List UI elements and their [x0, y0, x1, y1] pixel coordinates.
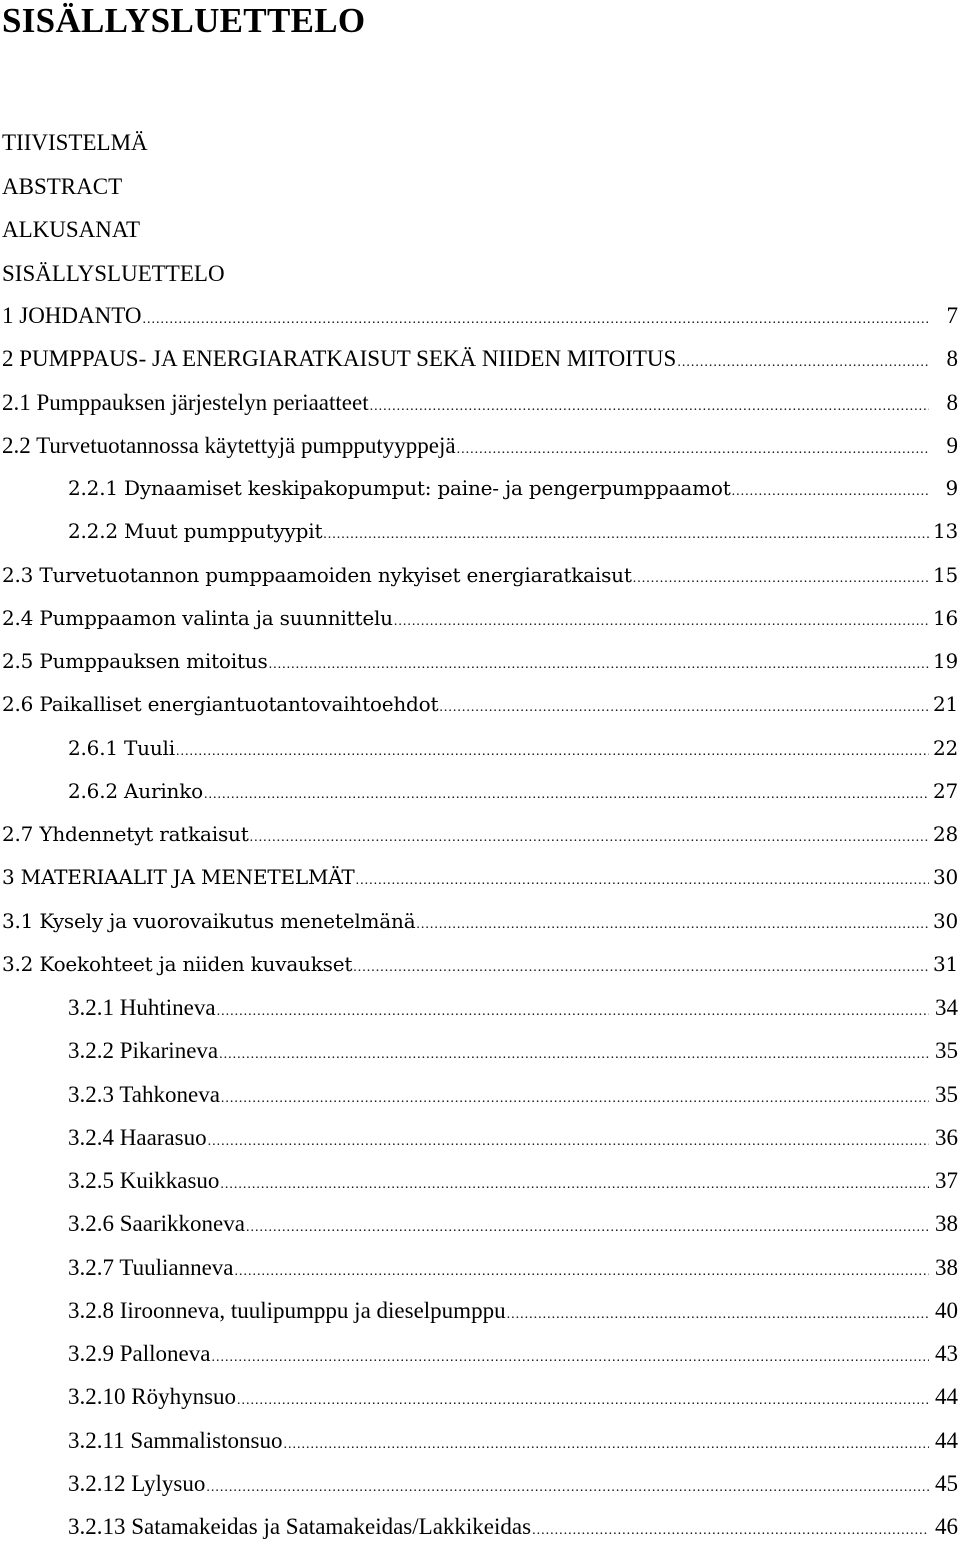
toc-entry-label: 3.2.5 Kuikkasuo	[68, 1168, 220, 1193]
toc-leader-dots	[217, 990, 929, 1033]
toc-leader-dots	[356, 859, 929, 902]
toc-leader-dots	[416, 903, 929, 946]
toc-leader-dots	[370, 385, 929, 428]
toc-leader-dots	[323, 513, 929, 556]
toc-leader-dots	[507, 1293, 929, 1336]
toc-entry	[0, 337, 960, 380]
toc-entry-label: 2.6.2 Aurinko	[68, 778, 203, 803]
toc-leader-dots	[219, 1033, 929, 1076]
toc-page-number: 44	[935, 1384, 958, 1410]
toc-entry	[0, 1505, 960, 1548]
toc-entry	[0, 1375, 960, 1418]
toc-leader-dots	[234, 1250, 929, 1293]
toc-entry-label: 2.2 Turvetuotannossa käytettyjä pumpputyyppejä	[2, 432, 456, 458]
toc-entry	[0, 1246, 960, 1289]
toc-leader-dots	[220, 1163, 929, 1206]
toc-entry	[0, 1462, 960, 1505]
toc-page-number: 35	[935, 1038, 958, 1064]
toc-leader-dots	[206, 1466, 929, 1509]
toc-page-number: 8	[946, 389, 958, 415]
toc-entry-label: 3.1 Kysely ja vuorovaikutus menetelmänä	[2, 908, 416, 933]
toc-entry-label: 2.6.1 Tuuli	[68, 735, 175, 760]
toc-entry	[0, 1073, 960, 1116]
toc-entry-label: 2.3 Turvetuotannon pumppaamoiden nykyiset energiaratkaisut	[2, 562, 632, 587]
toc-entry-label: 3.2.2 Pikarineva	[68, 1038, 219, 1064]
toc-page-number: 16	[932, 605, 958, 630]
toc-page-number: 9	[945, 476, 958, 500]
toc-page-number: 28	[932, 822, 958, 846]
toc-entry	[0, 727, 960, 770]
toc-entry	[0, 640, 960, 683]
toc-entry	[0, 510, 960, 553]
toc-entry-label: 2.1 Pumppauksen järjestelyn periaatteet	[2, 389, 369, 415]
toc-page-number: 30	[932, 865, 958, 890]
toc-leader-dots	[211, 1336, 929, 1379]
toc-entry	[0, 1029, 960, 1072]
toc-page-number: 40	[935, 1297, 958, 1323]
toc-entry	[0, 381, 960, 424]
toc-leader-dots	[457, 428, 929, 471]
toc-entry	[0, 986, 960, 1029]
toc-entry	[0, 770, 960, 813]
page-title: SISÄLLYSLUETTELO	[2, 1, 366, 40]
toc-entry-label: 2.2.1 Dynaamiset keskipakopumput: paine- ja pengerpumppaamot	[68, 476, 731, 500]
toc-page-number: 35	[935, 1081, 958, 1107]
toc-entry-label: 3.2.6 Saarikkoneva	[68, 1211, 245, 1237]
toc-entry	[0, 597, 960, 640]
toc-page-number: 46	[935, 1514, 958, 1539]
front-matter-item: TIIVISTELMÄ	[2, 130, 148, 155]
toc-entry	[0, 554, 960, 597]
toc-leader-dots	[283, 1423, 929, 1466]
toc-entry	[0, 467, 960, 510]
toc-leader-dots	[208, 1120, 929, 1163]
toc-leader-dots	[633, 557, 929, 600]
toc-entry-label: 3.2.4 Haarasuo	[68, 1124, 207, 1150]
toc-entry-label: 3.2.9 Palloneva	[68, 1341, 211, 1366]
toc-leader-dots	[439, 686, 929, 729]
toc-entry-label: 3.2.8 Iiroonneva, tuulipumppu ja dieselpumppu	[68, 1297, 506, 1323]
toc-leader-dots	[269, 643, 929, 686]
toc-entry-label: 3.2.1 Huhtineva	[68, 995, 216, 1020]
toc-leader-dots	[204, 773, 929, 816]
toc-entry-label: 2.6 Paikalliset energiantuotantovaihtoehdot	[2, 692, 439, 717]
toc-entry	[0, 1159, 960, 1202]
front-matter-item: SISÄLLYSLUETTELO	[2, 260, 225, 286]
toc-page-number: 45	[935, 1470, 958, 1496]
toc-leader-dots	[176, 730, 929, 773]
toc-page-number: 8	[946, 346, 958, 372]
toc-page-number: 21	[932, 692, 958, 717]
toc-entry-label: 2 PUMPPAUS- JA ENERGIARATKAISUT SEKÄ NIIDEN MITOITUS	[2, 346, 677, 372]
toc-entry	[0, 1332, 960, 1375]
toc-page-number: 27	[932, 778, 958, 803]
toc-entry	[0, 683, 960, 726]
toc-entry	[0, 294, 960, 337]
toc-entry	[0, 424, 960, 467]
toc-page-number: 31	[932, 951, 958, 976]
toc-entry	[0, 1116, 960, 1159]
toc-page-number: 30	[932, 908, 958, 933]
toc-entry-label: 3.2.12 Lylysuo	[68, 1470, 206, 1496]
toc-entry	[0, 856, 960, 899]
toc-leader-dots	[250, 816, 929, 859]
toc-page-number: 38	[935, 1254, 958, 1280]
toc-leader-dots	[732, 470, 929, 513]
toc-page-number: 38	[935, 1211, 958, 1237]
toc-entry	[0, 1419, 960, 1462]
toc-entry	[0, 1289, 960, 1332]
toc-page-number: 19	[932, 649, 958, 673]
toc-page-number: 7	[946, 303, 958, 328]
front-matter-list	[2, 121, 225, 295]
toc-entry	[0, 813, 960, 856]
toc-leader-dots	[677, 341, 929, 384]
front-matter-item: ABSTRACT	[2, 173, 123, 199]
toc-leader-dots	[353, 946, 929, 989]
toc-entry-label: 2.5 Pumppauksen mitoitus	[2, 649, 268, 673]
toc-page-number: 9	[946, 432, 958, 458]
toc-leader-dots	[246, 1206, 929, 1249]
toc-entry	[0, 943, 960, 986]
toc-entry-label: 3.2.3 Tahkoneva	[68, 1081, 220, 1107]
toc-entry-label: 3.2.13 Satamakeidas ja Satamakeidas/Lakkikeidas	[68, 1514, 532, 1539]
front-matter-item: ALKUSANAT	[2, 217, 140, 242]
toc-page-number: 13	[932, 519, 958, 544]
toc-leader-dots	[394, 600, 929, 643]
toc-page-number: 44	[935, 1427, 958, 1453]
toc-page-number: 37	[935, 1168, 958, 1193]
toc-entry-label: 2.2.2 Muut pumpputyypit	[68, 519, 323, 544]
toc-entry	[0, 900, 960, 943]
toc-leader-dots	[221, 1077, 929, 1120]
table-of-contents	[0, 294, 960, 1548]
toc-page-number: 34	[935, 995, 958, 1020]
toc-entry-label: 2.7 Yhdennetyt ratkaisut	[2, 822, 249, 846]
toc-entry-label: 3.2.11 Sammalistonsuo	[68, 1427, 283, 1453]
toc-entry	[0, 1202, 960, 1245]
toc-entry-label: 3.2.7 Tuulianneva	[68, 1254, 234, 1280]
toc-entry-label: 1 JOHDANTO	[2, 303, 142, 328]
toc-entry-label: 3.2.10 Röyhynsuo	[68, 1384, 237, 1410]
toc-page-number: 43	[935, 1341, 958, 1366]
toc-leader-dots	[143, 298, 930, 341]
toc-page-number: 15	[932, 562, 958, 587]
toc-page-number: 36	[935, 1124, 958, 1150]
toc-entry-label: 3.2 Koekohteet ja niiden kuvaukset	[2, 951, 353, 976]
toc-entry-label: 2.4 Pumppaamon valinta ja suunnittelu	[2, 605, 393, 630]
toc-entry-label: 3 MATERIAALIT JA MENETELMÄT	[2, 865, 355, 890]
toc-page-number: 22	[932, 735, 958, 760]
toc-leader-dots	[237, 1379, 929, 1422]
toc-leader-dots	[532, 1509, 929, 1552]
